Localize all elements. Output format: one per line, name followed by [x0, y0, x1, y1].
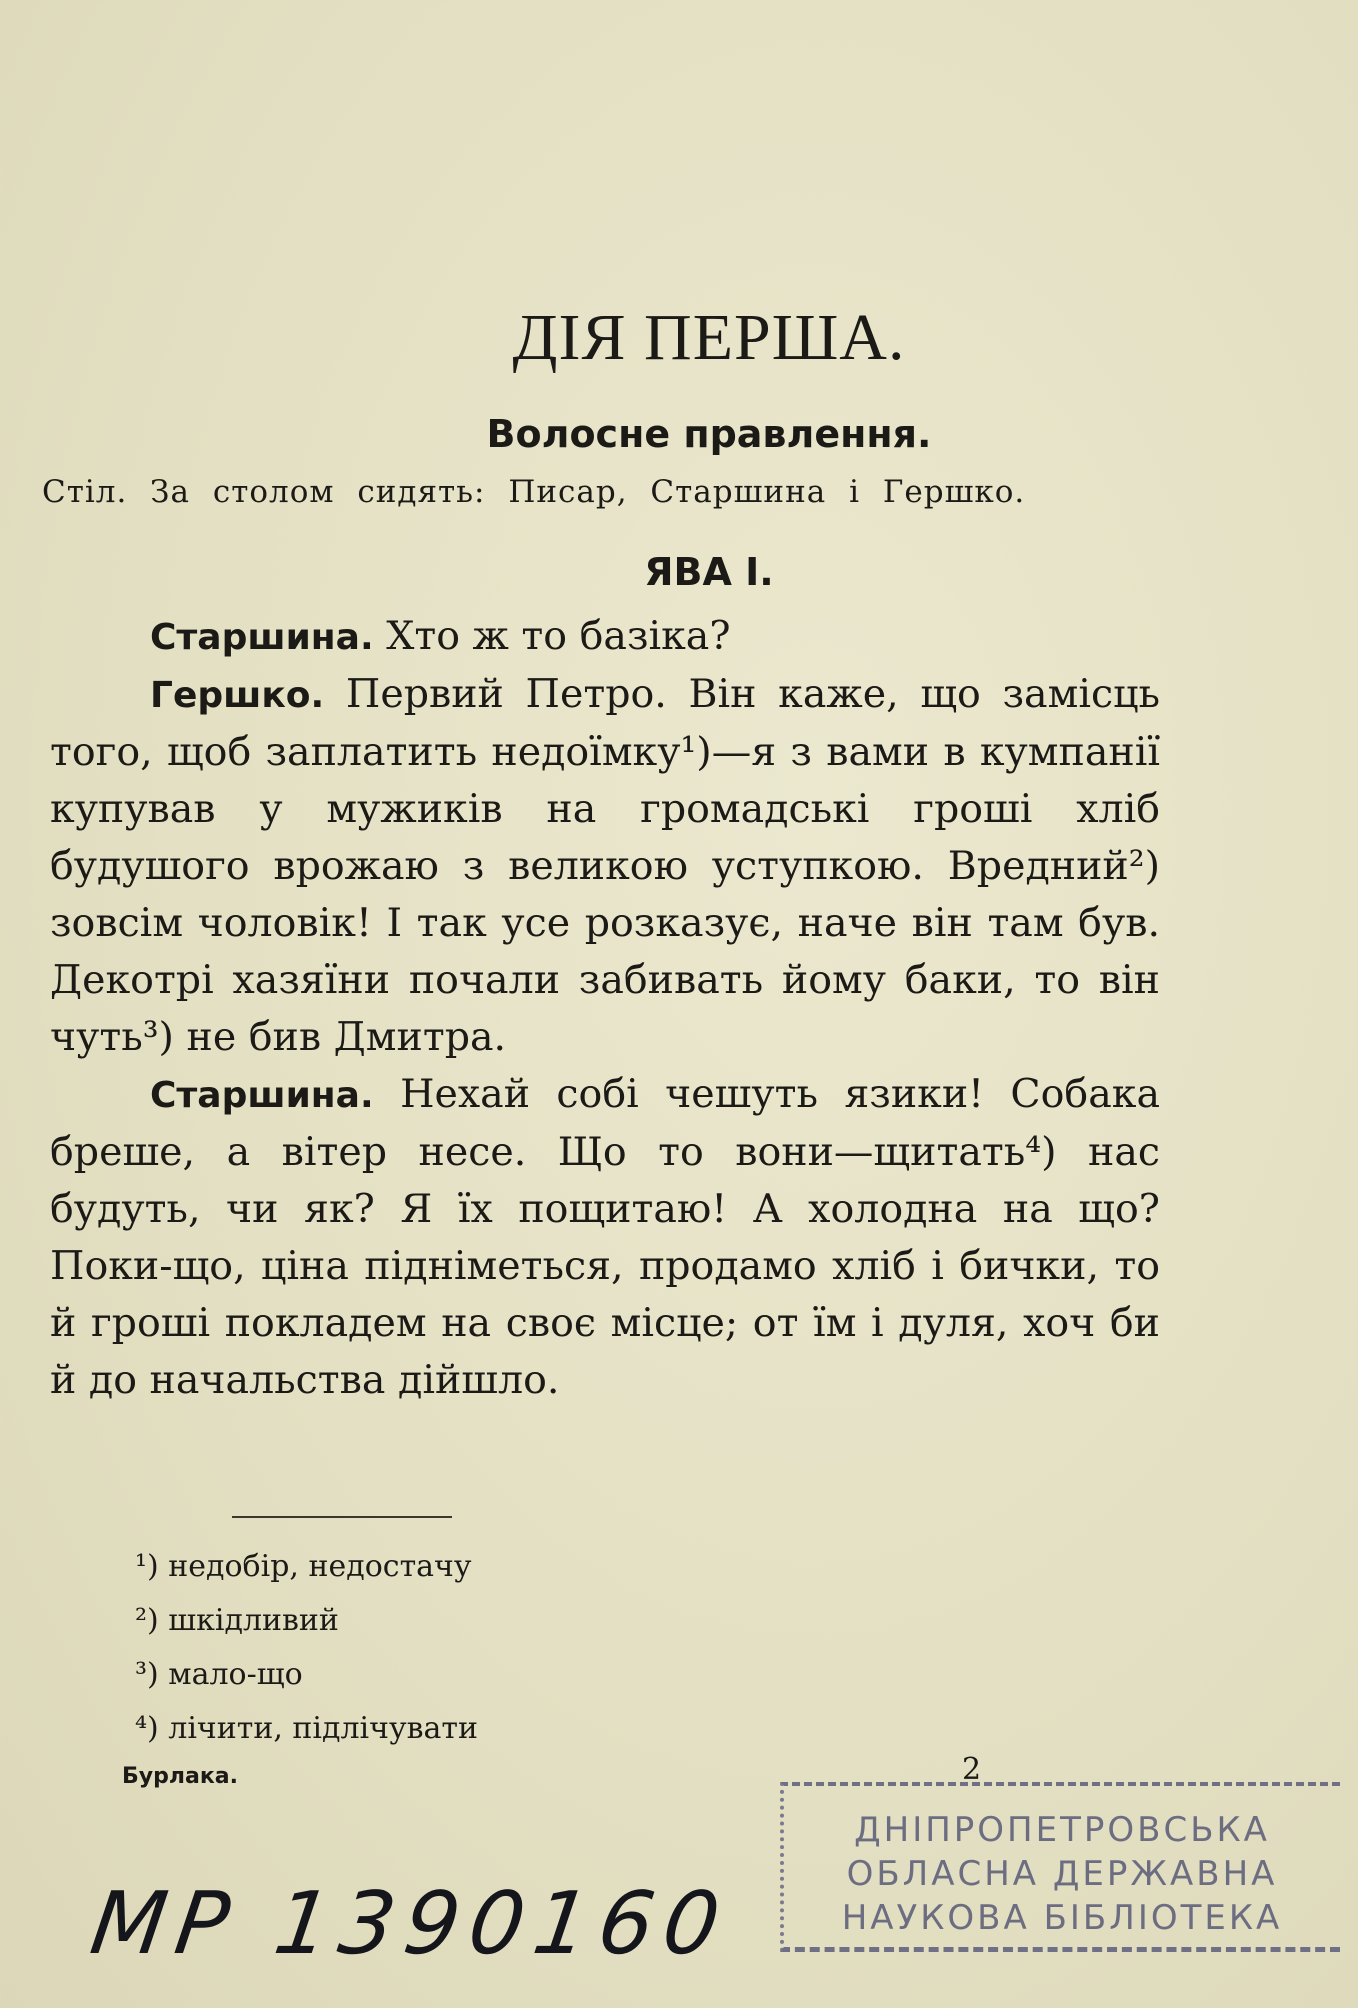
library-stamp — [780, 1782, 1340, 1952]
speaker-name: Гершко. — [150, 675, 325, 716]
dialogue-line — [50, 608, 1160, 666]
footnote-divider — [232, 1516, 452, 1518]
handwritten-shelfmark: МР 1390160 — [84, 1874, 736, 1974]
page-number: 2 — [962, 1752, 982, 1787]
footnote: ²) шкідливий — [135, 1603, 339, 1638]
scene-heading: ЯВА І. — [644, 550, 774, 594]
stage-direction: Стіл. За столом сидять: Писар, Старшина і Гершко. — [42, 474, 1026, 510]
stamp-line: ОБЛАСНА ДЕРЖАВНА — [846, 1854, 1278, 1894]
stamp-line: НАУКОВА БІБЛІОТЕКА — [841, 1898, 1283, 1938]
scene-place: Волосне правлення. — [486, 412, 932, 456]
dialogue-text: Хто ж то базіка? — [386, 613, 731, 659]
dialogue-line — [50, 1066, 1160, 1409]
footnote: ¹) недобір, недостачу — [135, 1549, 472, 1584]
footnotes — [135, 1540, 478, 1756]
act-title: ДІЯ ПЕРША. — [512, 301, 906, 374]
dialogue-line — [50, 666, 1160, 1066]
footnote: ³) мало-що — [135, 1657, 303, 1692]
dialogue-text: Нехай собі чешуть язики! Собака бреше, а вітер несе. Що то вони—щитать⁴) нас будуть, чи як? Я їх пощитаю! А холодна на що? Поки-що, ціна підніметься, продамо хліб і бички, то й гроші покладем на своє місце; от їм і дуля, хоч би й до начальства дійшло. — [50, 1071, 1161, 1403]
dialogue — [50, 608, 1160, 1409]
dialogue-text: Первий Петро. Він каже, що замісць того, щоб заплатить недоїмку¹)—я з вами в кумпанії купував у мужиків на громадські гроші хліб будушого врожаю з великою уступкою. Вредний²) зовсім чоловік! І так усе розказує, наче він там був. Декотрі хазяїни почали забивать йому баки, то він чуть³) не бив Дмитра. — [50, 671, 1160, 1060]
footnote: ⁴) лічити, підлічувати — [135, 1711, 478, 1746]
stamp-line: ДНІПРОПЕТРОВСЬКА — [854, 1810, 1270, 1850]
signature-mark: Бурлака. — [122, 1764, 238, 1789]
speaker-name: Старшина. — [150, 617, 374, 658]
speaker-name: Старшина. — [150, 1075, 374, 1116]
